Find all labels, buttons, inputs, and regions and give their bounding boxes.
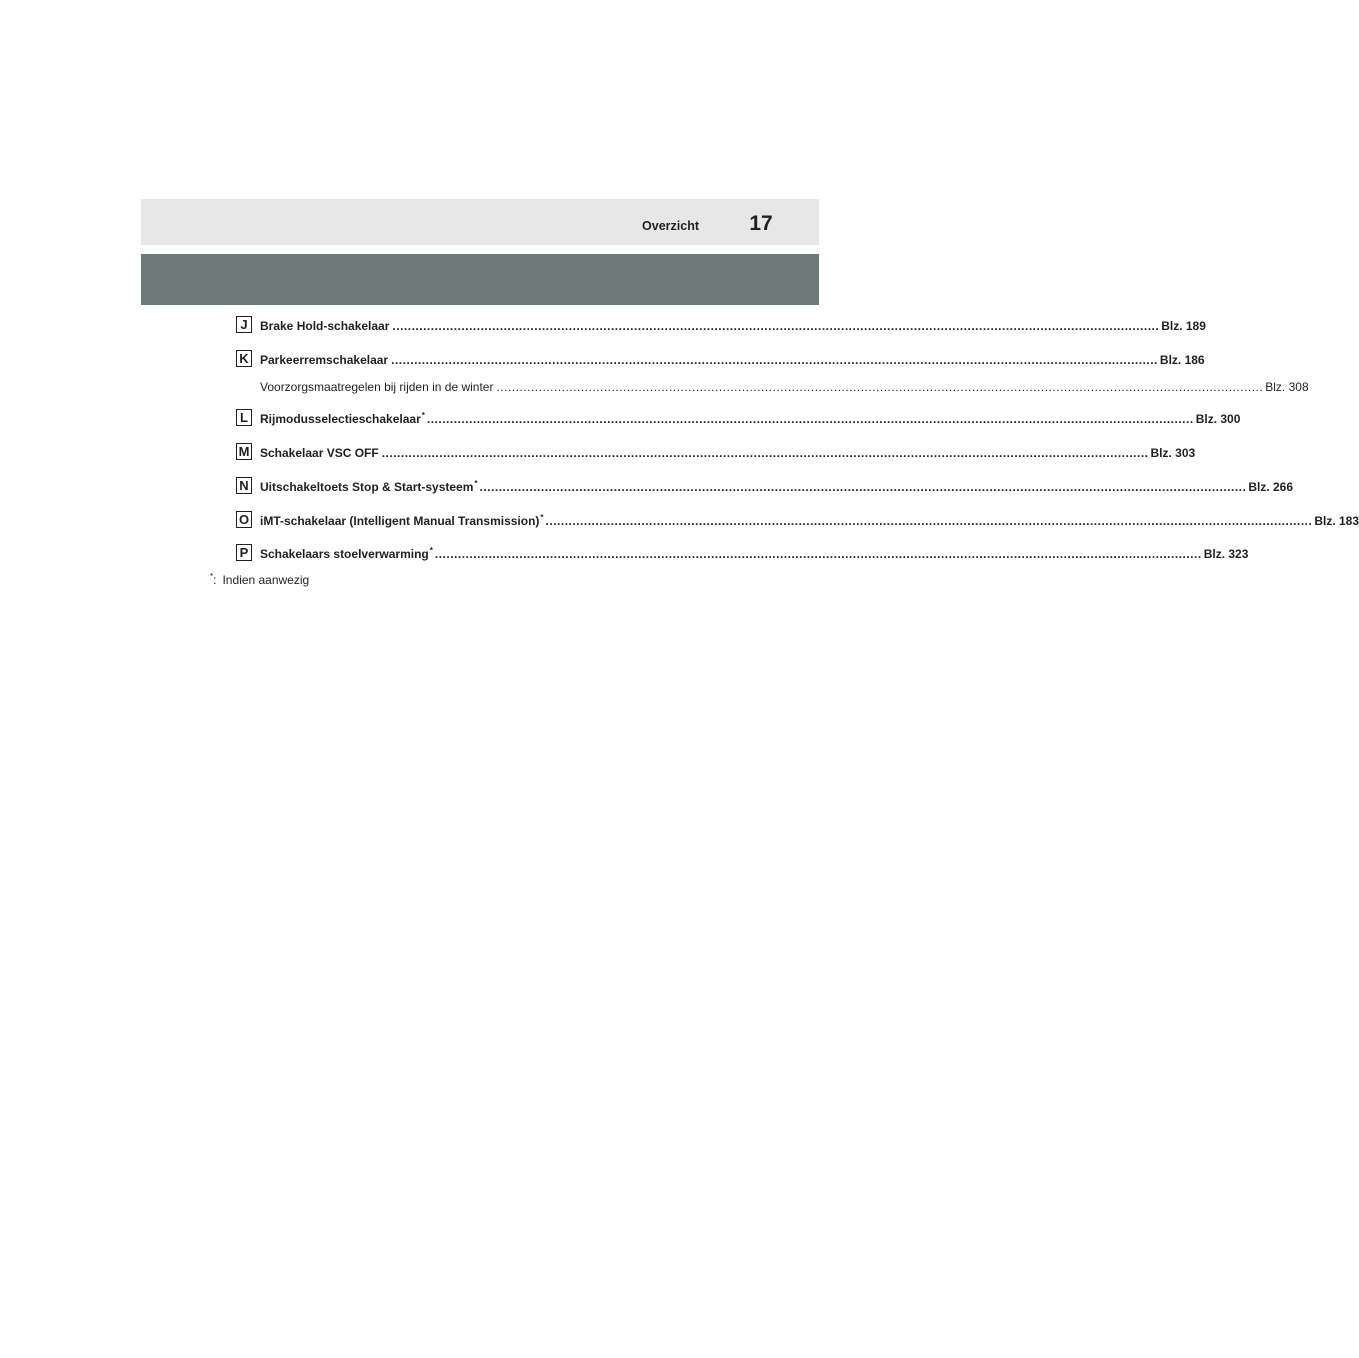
item-letter-box: O: [236, 511, 252, 528]
header-band: [141, 199, 819, 245]
footnote-marker: *: [210, 572, 214, 581]
item-letter-box: K: [236, 350, 252, 367]
dot-leader: ........................................................................................................................................................................................................: [434, 547, 1202, 561]
item-row: [260, 353, 1205, 368]
dot-leader: ........................................................................................................................................................................................................: [479, 480, 1247, 494]
list-item-l: [236, 409, 1241, 427]
dot-leader: ........................................................................................................................................................................................................: [545, 514, 1313, 528]
item-label: Parkeerremschakelaar: [260, 353, 389, 367]
item-label: Rijmodusselectieschakelaar*: [260, 411, 425, 426]
item-letter-box: N: [236, 477, 252, 494]
item-row: [260, 411, 1241, 427]
dot-leader: ........................................................................................................................................................................................................: [381, 446, 1149, 460]
dot-leader: ........................................................................................................................................................................................................: [426, 412, 1194, 426]
list-item-n: [236, 477, 1294, 495]
item-page-ref: Blz. 303: [1150, 446, 1196, 460]
item-page-ref: Blz. 323: [1203, 547, 1249, 561]
item-page-ref: Blz. 300: [1195, 412, 1241, 426]
item-letter-box: L: [236, 409, 252, 426]
item-page-ref: Blz. 308: [1265, 380, 1309, 394]
item-label: iMT-schakelaar (Intelligent Manual Transmission)*: [260, 513, 544, 528]
page-number: 17: [749, 212, 773, 235]
dot-leader: ........................................................................................................................................................................................................: [391, 353, 1158, 367]
list-item-p: [236, 544, 1249, 562]
item-page-ref: Blz. 183: [1314, 514, 1359, 528]
footnote: [210, 573, 309, 588]
list-item-o: [236, 511, 1359, 529]
dot-leader: ........................................................................................................................................................................................................: [392, 319, 1160, 333]
item-row: [260, 446, 1196, 461]
item-row: [260, 546, 1249, 562]
footnote-marker: *: [421, 411, 425, 420]
list-item-k: [236, 350, 1205, 368]
item-row: [260, 319, 1206, 334]
list-item-m: [236, 443, 1196, 461]
item-page-ref: Blz. 186: [1159, 353, 1205, 367]
item-letter-box: M: [236, 443, 252, 460]
item-label: Brake Hold-schakelaar: [260, 319, 390, 333]
footnote-marker: *: [429, 546, 433, 555]
dot-leader: ........................................................................................................................................................................................................: [496, 380, 1264, 394]
chapter-band: [141, 254, 819, 305]
list-item-j: [236, 316, 1206, 334]
item-row: [260, 380, 1309, 395]
footnote-marker: *: [540, 513, 544, 522]
list-subitem: [236, 377, 1309, 395]
item-row: [260, 479, 1294, 495]
item-letter-box: J: [236, 316, 252, 333]
footnote-marker: *: [474, 479, 478, 488]
item-row: [260, 513, 1359, 529]
item-label: Voorzorgsmaatregelen bij rijden in de winter: [260, 380, 494, 394]
footnote-separator: :: [213, 573, 217, 587]
footnote-text: Indien aanwezig: [222, 573, 310, 587]
item-page-ref: Blz. 266: [1248, 480, 1294, 494]
item-page-ref: Blz. 189: [1161, 319, 1206, 333]
item-label: Uitschakeltoets Stop & Start-systeem*: [260, 479, 478, 494]
item-letter-box: P: [236, 544, 252, 561]
item-label: Schakelaar VSC OFF: [260, 446, 379, 460]
section-title: Overzicht: [642, 219, 699, 233]
item-label: Schakelaars stoelverwarming*: [260, 546, 433, 561]
